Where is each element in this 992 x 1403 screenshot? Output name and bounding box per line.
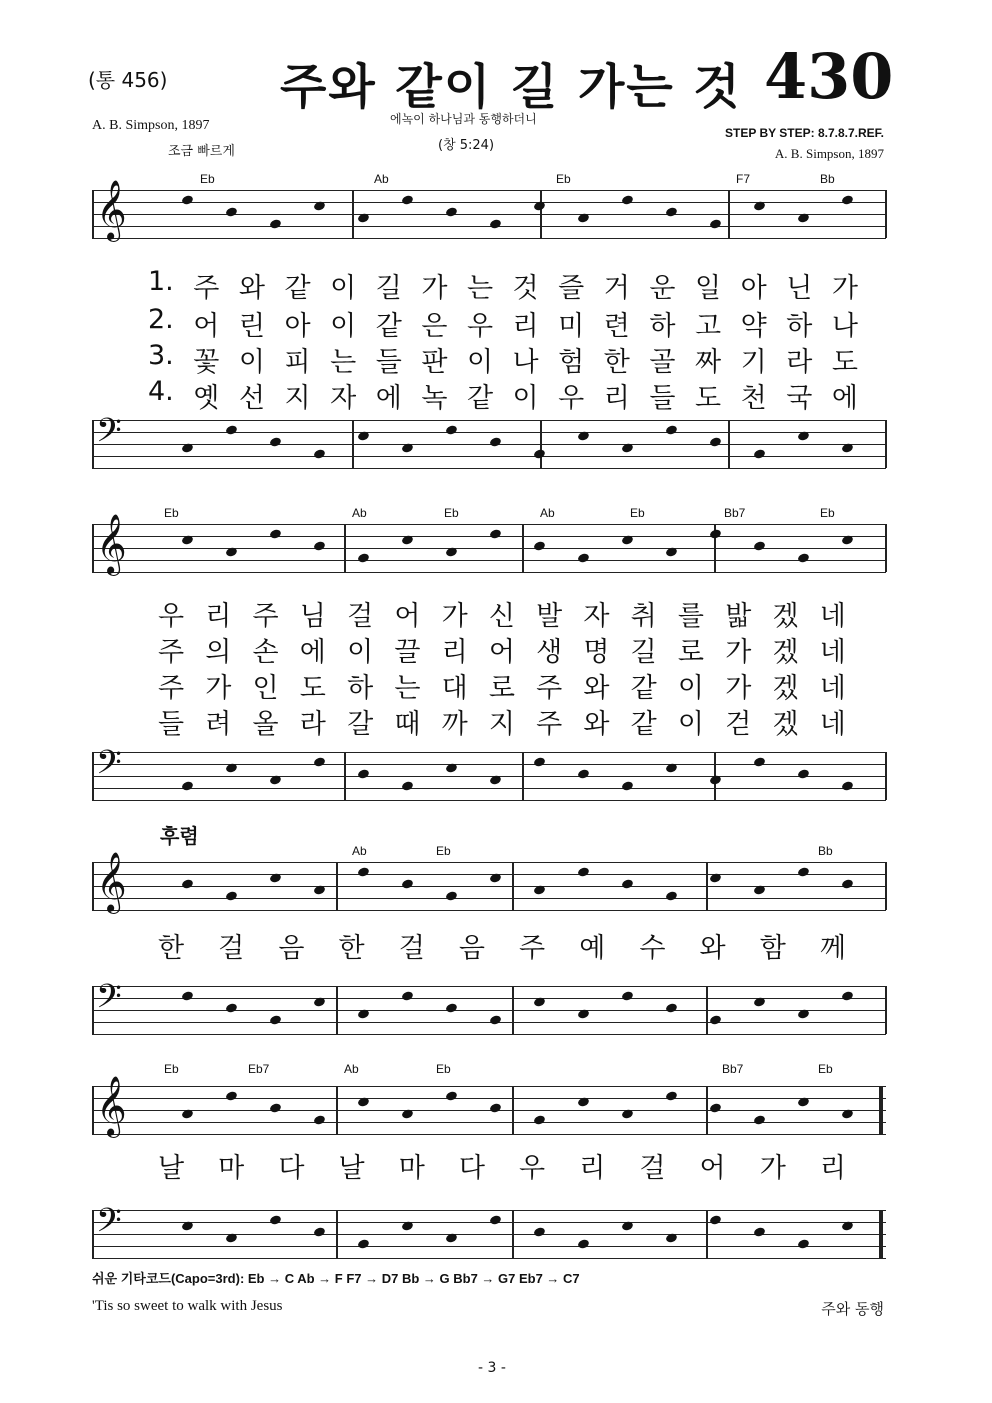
- lyric-syllable: 주: [252, 601, 279, 632]
- treble-clef-icon: 𝄞: [96, 180, 127, 240]
- lyric-syllable: 라: [299, 709, 326, 740]
- lyric-syllable: 를: [677, 601, 705, 632]
- notehead: [533, 448, 546, 459]
- lyric-syllable: 의: [205, 637, 232, 668]
- lyric-syllable: 에: [831, 383, 858, 414]
- lyric-syllable: 까: [441, 709, 468, 740]
- tempo-marking: 조금 빠르게: [168, 144, 235, 159]
- lyric-syllable: 린: [238, 311, 265, 342]
- lyric-syllable: 걸: [639, 1153, 666, 1184]
- notehead: [621, 878, 634, 889]
- notehead: [445, 206, 458, 217]
- lyric-syllable: 이: [238, 347, 265, 378]
- lyric-syllable: 가: [725, 637, 752, 668]
- guitar-chords: 쉬운 기타코드(Capo=3rd): Eb → C Ab → F F7 → D7 Bb → G Bb7 → G7 Eb7 → C7: [92, 1271, 580, 1286]
- chord: Eb: [436, 844, 451, 858]
- notehead: [577, 866, 590, 877]
- notehead: [269, 528, 282, 539]
- lyric-syllable: 가: [831, 273, 858, 304]
- lyric-syllable: 올: [252, 709, 279, 740]
- notehead: [313, 540, 326, 551]
- notehead: [489, 218, 502, 229]
- notehead: [181, 780, 194, 791]
- lyric-syllable: 겠: [772, 637, 799, 668]
- lyric-syllable: 들: [158, 709, 185, 740]
- lyric-syllable: 같: [466, 383, 494, 414]
- notehead: [621, 194, 634, 205]
- refrain-label: 후렴: [160, 824, 199, 848]
- lyric-syllable: 거: [603, 273, 630, 304]
- lyric-syllable: 어: [394, 601, 421, 632]
- bass-staff-4: [92, 1202, 886, 1270]
- refrain-lyric-line-1: [158, 926, 846, 965]
- notehead: [401, 780, 414, 791]
- notehead: [753, 540, 766, 551]
- lyric-syllable: 3.: [148, 340, 174, 371]
- lyric-syllable: 우: [466, 311, 494, 342]
- notehead: [753, 1226, 766, 1237]
- notehead: [621, 990, 634, 1001]
- notehead: [269, 218, 282, 229]
- lyric-syllable: 주: [158, 637, 185, 668]
- lyric-syllable: 네: [819, 601, 846, 632]
- lyric-syllable: 음: [278, 933, 305, 964]
- lyric-syllable: 아: [284, 311, 311, 342]
- lyricist: A. B. Simpson, 1897: [92, 118, 210, 133]
- notehead: [269, 436, 282, 447]
- chord: Ab: [352, 844, 367, 858]
- tune-meter: STEP BY STEP: 8.7.8.7.REF.: [725, 126, 884, 140]
- notehead: [181, 990, 194, 1001]
- lyric-syllable: 길: [630, 637, 657, 668]
- chord: Eb: [200, 172, 215, 186]
- lyric-syllable: 와: [583, 673, 610, 704]
- lyric-syllable: 주: [158, 673, 185, 704]
- notehead: [313, 756, 326, 767]
- subtitle: 에녹이 하나님과 동행하더니: [390, 112, 537, 126]
- lyric-syllable: 가: [759, 1153, 786, 1184]
- chord: Eb: [630, 506, 645, 520]
- lyric-syllable: 이: [677, 709, 705, 740]
- lyric-syllable: 천: [740, 383, 767, 414]
- lyric-syllable: 도: [299, 673, 326, 704]
- notehead: [489, 1014, 502, 1025]
- treble-clef-icon: 𝄞: [96, 852, 127, 912]
- lyric-syllable: 리: [819, 1153, 846, 1184]
- notehead: [753, 448, 766, 459]
- notehead: [269, 1102, 282, 1113]
- lyric-syllable: 어: [193, 311, 220, 342]
- notehead: [797, 552, 810, 563]
- notehead: [225, 206, 238, 217]
- lyric-syllable: 예: [579, 933, 606, 964]
- notehead: [577, 768, 590, 779]
- notehead: [665, 1002, 678, 1013]
- lyric-syllable: 밟: [725, 601, 752, 632]
- lyric-syllable: 끌: [394, 637, 421, 668]
- treble-staff-1: [92, 180, 886, 250]
- lyric-syllable: 2.: [148, 304, 174, 335]
- notehead: [841, 780, 854, 791]
- lyric-syllable: 손: [252, 637, 279, 668]
- bass-clef-icon: 𝄢: [96, 744, 122, 790]
- lyric-syllable: 같: [284, 273, 311, 304]
- lyric-syllable: 주: [193, 273, 220, 304]
- lyric-syllable: 4.: [148, 376, 174, 407]
- lyric-syllable: 네: [819, 673, 846, 704]
- lyric-syllable: 주: [519, 933, 546, 964]
- notehead: [665, 206, 678, 217]
- chord: Eb: [164, 1062, 179, 1076]
- lyric-syllable: 선: [238, 383, 265, 414]
- lyric-syllable: 수: [639, 933, 666, 964]
- bass-staff-1: [92, 412, 886, 480]
- notehead: [753, 756, 766, 767]
- lyric-syllable: 도: [831, 347, 858, 378]
- chord: Eb: [818, 1062, 833, 1076]
- lyric-syllable: 마: [398, 1153, 425, 1184]
- notehead: [445, 890, 458, 901]
- lyric-line-verse-3: [158, 666, 846, 705]
- lyric-syllable: 우: [558, 383, 585, 414]
- lyric-syllable: 발: [536, 601, 563, 632]
- lyric-syllable: 이: [512, 383, 539, 414]
- lyric-syllable: 짜: [694, 347, 722, 378]
- notehead: [665, 890, 678, 901]
- notehead: [445, 424, 458, 435]
- lyric-syllable: 리: [441, 637, 468, 668]
- lyric-syllable: 미: [558, 311, 585, 342]
- lyric-syllable: 지: [488, 709, 515, 740]
- lyric-syllable: 련: [603, 311, 630, 342]
- notehead: [357, 866, 370, 877]
- lyric-syllable: 인: [252, 673, 279, 704]
- lyric-syllable: 길: [375, 273, 402, 304]
- notehead: [841, 990, 854, 1001]
- lyric-syllable: 에: [375, 383, 402, 414]
- notehead: [841, 878, 854, 889]
- bass-clef-icon: 𝄢: [96, 412, 122, 458]
- lyric-syllable: 다: [458, 1153, 485, 1184]
- notehead: [797, 768, 810, 779]
- lyric-syllable: 약: [740, 311, 767, 342]
- lyric-line-verse-2: [148, 304, 858, 343]
- lyric-syllable: 하: [347, 673, 374, 704]
- notehead: [709, 1014, 722, 1025]
- notehead: [357, 768, 370, 779]
- treble-clef-icon: 𝄞: [96, 1076, 127, 1136]
- lyric-line-verse-4: [158, 702, 846, 741]
- lyric-syllable: 꽃: [193, 347, 220, 378]
- notehead: [709, 528, 722, 539]
- notehead: [753, 1114, 766, 1125]
- notehead: [621, 780, 634, 791]
- notehead: [533, 1226, 546, 1237]
- lyric-syllable: 녹: [421, 383, 448, 414]
- lyric-line-verse-3: [148, 340, 858, 379]
- notehead: [489, 528, 502, 539]
- lyric-syllable: 판: [421, 347, 448, 378]
- lyric-syllable: 날: [338, 1153, 365, 1184]
- notehead: [181, 878, 194, 889]
- lyric-syllable: 다: [278, 1153, 305, 1184]
- lyric-syllable: 국: [786, 383, 813, 414]
- lyric-syllable: 걸: [218, 933, 245, 964]
- lyric-syllable: 나: [831, 311, 858, 342]
- lyric-line-verse-1: [158, 594, 846, 633]
- hymn-title: 주와 같이 길 가는 것: [280, 59, 742, 115]
- lyric-syllable: 대: [441, 673, 468, 704]
- lyric-syllable: 리: [603, 383, 630, 414]
- notehead: [489, 1102, 502, 1113]
- lyric-syllable: 로: [677, 637, 705, 668]
- lyric-syllable: 옛: [193, 383, 220, 414]
- lyric-syllable: 신: [488, 601, 515, 632]
- notehead: [577, 552, 590, 563]
- lyric-syllable: 일: [694, 273, 722, 304]
- lyric-syllable: 겠: [772, 709, 799, 740]
- lyric-syllable: 골: [649, 347, 676, 378]
- lyric-syllable: 가: [441, 601, 468, 632]
- lyric-syllable: 명: [583, 637, 610, 668]
- lyric-syllable: 1.: [148, 266, 174, 297]
- lyric-syllable: 아: [740, 273, 767, 304]
- notehead: [709, 218, 722, 229]
- lyric-syllable: 로: [488, 673, 515, 704]
- notehead: [489, 436, 502, 447]
- lyric-syllable: 험: [558, 347, 585, 378]
- lyric-syllable: 생: [536, 637, 563, 668]
- notehead: [357, 1238, 370, 1249]
- chord: Eb7: [248, 1062, 270, 1076]
- lyric-syllable: 같: [375, 311, 402, 342]
- lyric-syllable: 겠: [772, 601, 799, 632]
- scripture-reference: (창 5:24): [438, 138, 495, 153]
- notehead: [797, 1238, 810, 1249]
- chord: Bb: [820, 172, 835, 186]
- lyric-syllable: 님: [299, 601, 326, 632]
- lyric-syllable: 는: [466, 273, 494, 304]
- notehead: [401, 990, 414, 1001]
- notehead: [445, 1002, 458, 1013]
- lyric-syllable: 리: [512, 311, 539, 342]
- lyric-syllable: 는: [394, 673, 421, 704]
- lyric-syllable: 네: [819, 709, 846, 740]
- hymn-number: 430: [764, 40, 894, 113]
- lyric-syllable: 피: [284, 347, 311, 378]
- notehead: [445, 1090, 458, 1101]
- lyric-syllable: 자: [330, 383, 357, 414]
- chord: Eb: [556, 172, 571, 186]
- lyric-syllable: 자: [583, 601, 610, 632]
- lyric-syllable: 께: [819, 933, 846, 964]
- lyric-syllable: 는: [330, 347, 357, 378]
- lyric-syllable: 이: [347, 637, 374, 668]
- treble-staff-4: [92, 1076, 886, 1146]
- lyric-syllable: 함: [759, 933, 786, 964]
- lyric-syllable: 이: [330, 311, 357, 342]
- lyric-syllable: 이: [330, 273, 357, 304]
- lyric-syllable: 려: [205, 709, 232, 740]
- lyric-syllable: 걷: [725, 709, 752, 740]
- notehead: [709, 1214, 722, 1225]
- lyric-line-verse-1: [148, 266, 858, 305]
- chord: Ab: [540, 506, 555, 520]
- refrain-lyric-line-2: [158, 1146, 846, 1185]
- lyric-syllable: 들: [649, 383, 676, 414]
- notehead: [709, 1102, 722, 1113]
- lyric-syllable: 우: [519, 1153, 546, 1184]
- lyric-syllable: 걸: [398, 933, 425, 964]
- lyric-syllable: 와: [583, 709, 610, 740]
- bass-staff-2: [92, 744, 886, 812]
- chord: Bb7: [724, 506, 746, 520]
- lyric-syllable: 고: [694, 311, 722, 342]
- notehead: [489, 1214, 502, 1225]
- old-hymn-number: (통 456): [88, 68, 168, 92]
- notehead: [401, 194, 414, 205]
- lyric-syllable: 즐: [558, 273, 585, 304]
- chord: Eb: [820, 506, 835, 520]
- notehead: [225, 1090, 238, 1101]
- lyric-syllable: 어: [699, 1153, 726, 1184]
- notehead: [665, 424, 678, 435]
- notehead: [313, 1226, 326, 1237]
- lyric-syllable: 지: [284, 383, 311, 414]
- lyric-syllable: 음: [458, 933, 485, 964]
- notehead: [577, 1238, 590, 1249]
- chord: Ab: [374, 172, 389, 186]
- lyric-syllable: 취: [630, 601, 657, 632]
- lyric-syllable: 리: [205, 601, 232, 632]
- lyric-syllable: 같: [630, 709, 657, 740]
- page-number: - 3 -: [478, 1360, 506, 1376]
- lyric-syllable: 어: [488, 637, 515, 668]
- treble-clef-icon: 𝄞: [96, 514, 127, 574]
- lyric-syllable: 라: [786, 347, 813, 378]
- lyric-syllable: 갈: [347, 709, 374, 740]
- notehead: [533, 756, 546, 767]
- chord: Bb: [818, 844, 833, 858]
- lyric-syllable: 것: [512, 273, 539, 304]
- lyric-syllable: 주: [536, 673, 563, 704]
- lyric-syllable: 날: [158, 1153, 185, 1184]
- lyric-syllable: 같: [630, 673, 657, 704]
- english-title: 'Tis so sweet to walk with Jesus: [92, 1298, 283, 1314]
- lyric-syllable: 하: [649, 311, 676, 342]
- notehead: [709, 436, 722, 447]
- lyric-syllable: 하: [786, 311, 813, 342]
- lyric-syllable: 와: [699, 933, 726, 964]
- notehead: [401, 878, 414, 889]
- lyric-syllable: 에: [299, 637, 326, 668]
- lyric-syllable: 나: [512, 347, 539, 378]
- lyric-syllable: 은: [421, 311, 448, 342]
- lyric-syllable: 기: [740, 347, 767, 378]
- lyric-syllable: 때: [394, 709, 421, 740]
- lyric-syllable: 가: [205, 673, 232, 704]
- chord: Eb: [164, 506, 179, 520]
- chord: Ab: [344, 1062, 359, 1076]
- composer: A. B. Simpson, 1897: [774, 146, 884, 161]
- lyric-syllable: 겠: [772, 673, 799, 704]
- lyric-syllable: 도: [694, 383, 722, 414]
- chord: Ab: [352, 506, 367, 520]
- lyric-syllable: 와: [238, 273, 265, 304]
- lyric-syllable: 가: [421, 273, 448, 304]
- notehead: [225, 424, 238, 435]
- bass-staff-3: [92, 978, 886, 1046]
- chord: F7: [736, 172, 751, 186]
- chord: Bb7: [722, 1062, 744, 1076]
- lyric-line-verse-4: [148, 376, 858, 415]
- lyric-syllable: 가: [725, 673, 752, 704]
- notehead: [313, 448, 326, 459]
- chord: Eb: [444, 506, 459, 520]
- lyric-syllable: 이: [677, 673, 705, 704]
- lyric-syllable: 이: [466, 347, 494, 378]
- lyric-syllable: 한: [603, 347, 630, 378]
- notehead: [357, 552, 370, 563]
- notehead: [665, 1090, 678, 1101]
- bass-clef-icon: 𝄢: [96, 978, 122, 1024]
- lyric-syllable: 마: [218, 1153, 245, 1184]
- notehead: [533, 1114, 546, 1125]
- lyric-syllable: 한: [338, 933, 365, 964]
- lyric-line-verse-2: [158, 630, 846, 669]
- notehead: [269, 1214, 282, 1225]
- lyric-syllable: 주: [536, 709, 563, 740]
- lyric-syllable: 닌: [786, 273, 813, 304]
- lyric-syllable: 걸: [347, 601, 374, 632]
- lyric-syllable: 우: [158, 601, 185, 632]
- lyric-syllable: 한: [158, 933, 185, 964]
- notehead: [181, 194, 194, 205]
- treble-staff-2: [92, 514, 886, 584]
- chord: Eb: [436, 1062, 451, 1076]
- notehead: [313, 1114, 326, 1125]
- lyric-syllable: 네: [819, 637, 846, 668]
- lyric-syllable: 운: [649, 273, 676, 304]
- notehead: [269, 1014, 282, 1025]
- notehead: [225, 890, 238, 901]
- notehead: [533, 540, 546, 551]
- lyric-syllable: 리: [579, 1153, 606, 1184]
- hymn-theme: 주와 동행: [821, 1300, 884, 1318]
- notehead: [797, 866, 810, 877]
- lyric-syllable: 들: [375, 347, 402, 378]
- treble-staff-3: [92, 852, 886, 922]
- notehead: [225, 1002, 238, 1013]
- notehead: [841, 194, 854, 205]
- bass-clef-icon: 𝄢: [96, 1202, 122, 1248]
